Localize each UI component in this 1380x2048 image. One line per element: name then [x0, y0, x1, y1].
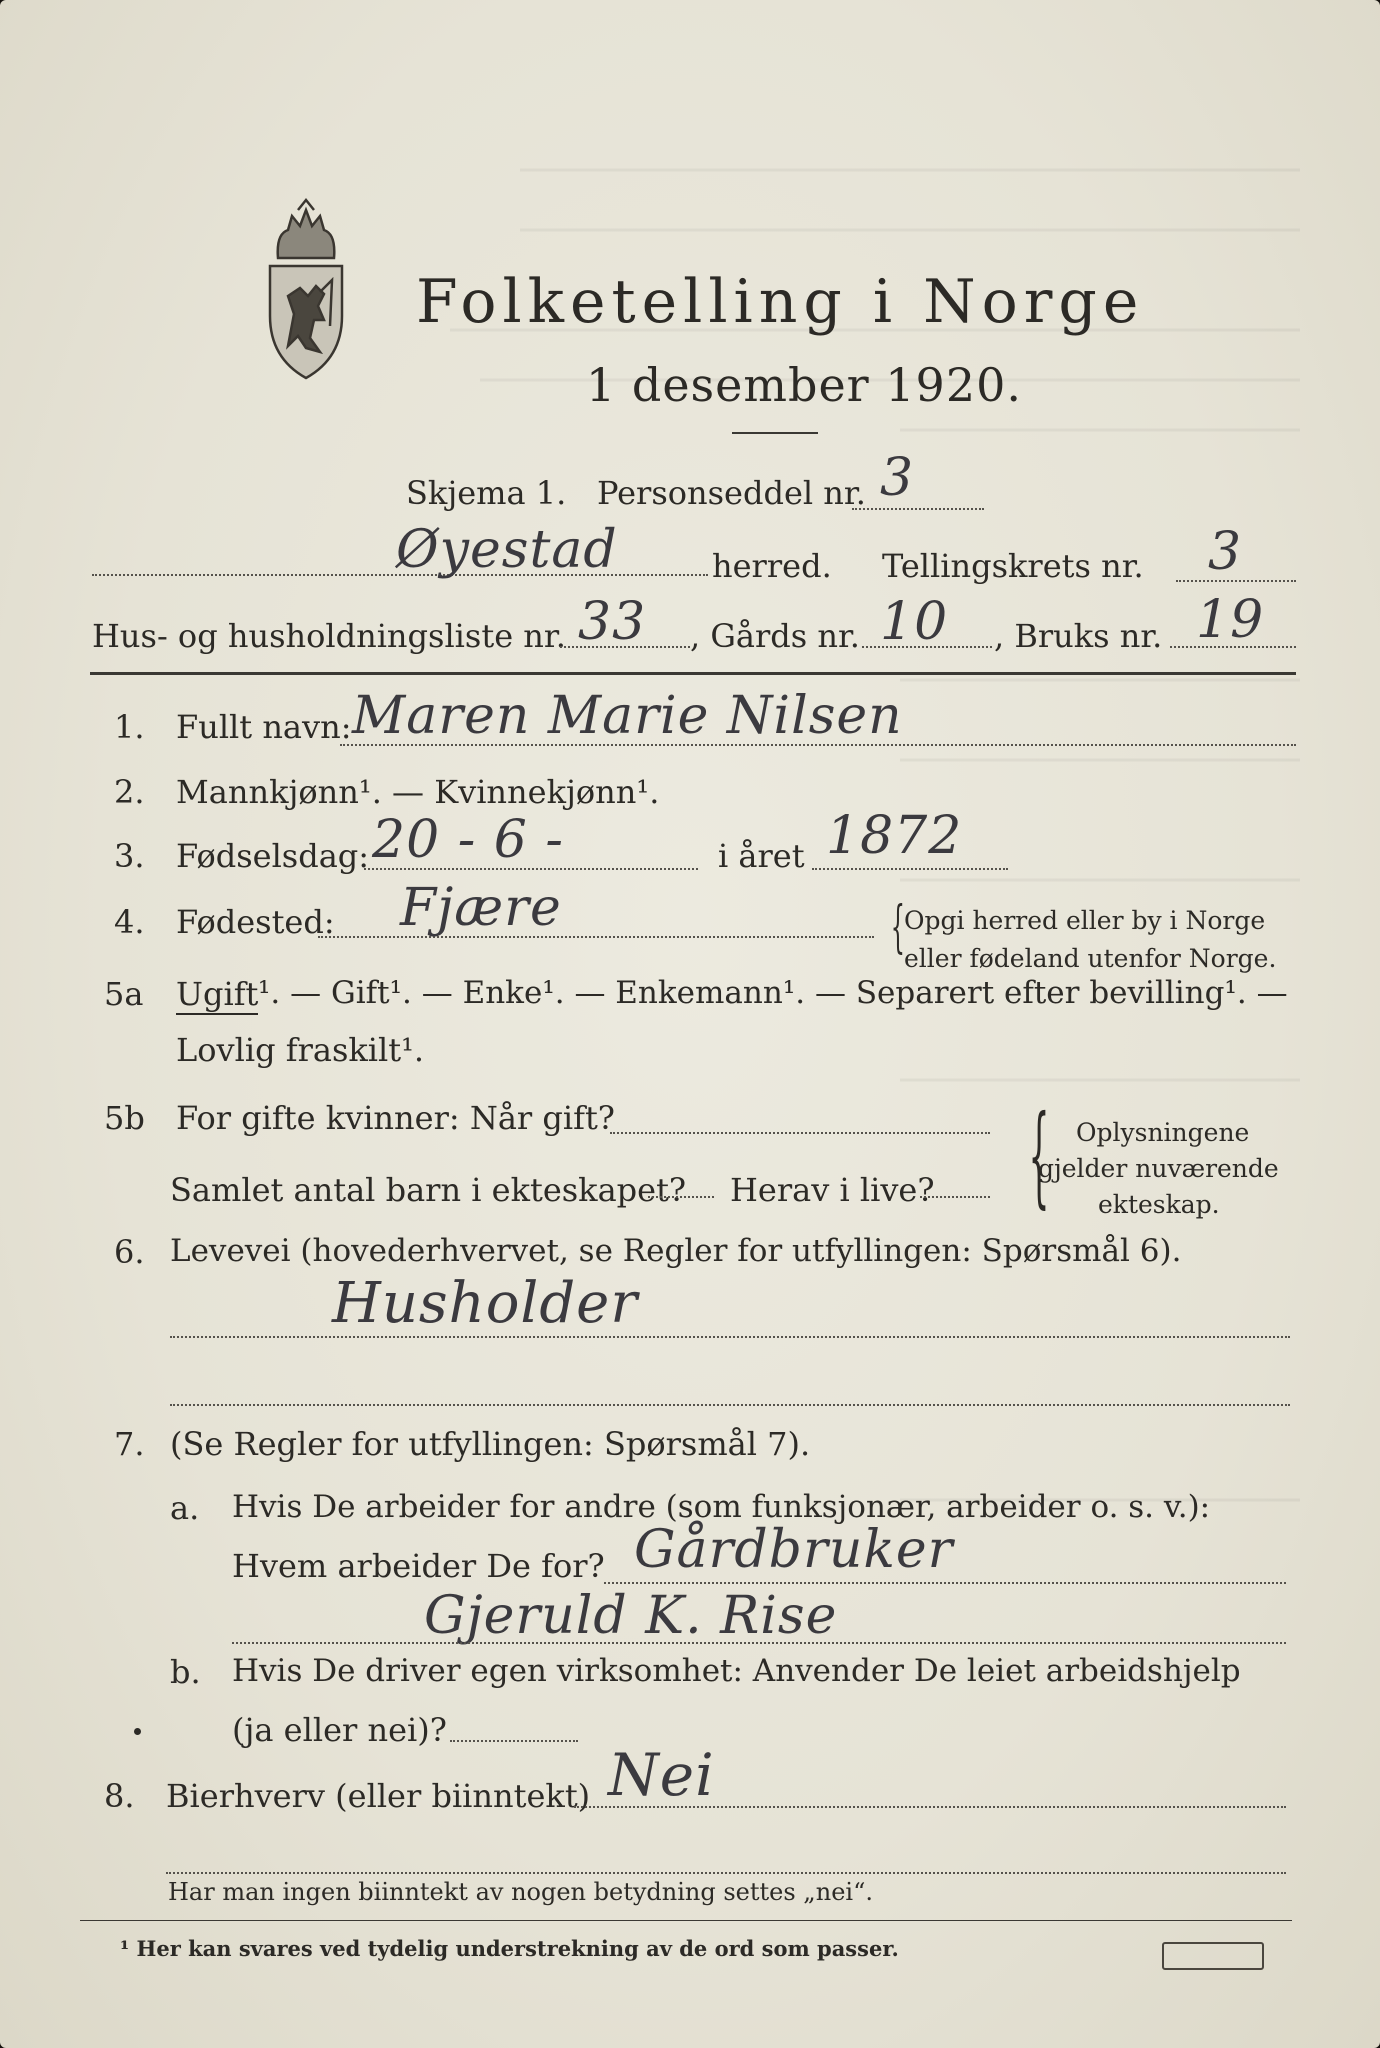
- q5b-line1: For gifte kvinner: Når gift?: [176, 1099, 615, 1137]
- q2-number: 2.: [114, 773, 145, 811]
- q5b-line2: Samlet antal barn i ekteskapet?: [170, 1171, 687, 1209]
- tellingskrets-value: 3: [1208, 522, 1243, 582]
- q7a-value-1: Gårdbruker: [634, 1520, 954, 1580]
- q7a-line-1: [604, 1582, 1286, 1584]
- q3-label: Fødselsdag:: [176, 837, 370, 875]
- hus-label: Hus- og husholdningsliste nr.: [92, 617, 566, 655]
- herred-label: herred.: [712, 547, 832, 585]
- q8-line-2: [166, 1872, 1286, 1874]
- personseddel-value: 3: [880, 448, 915, 508]
- q1-label: Fullt navn:: [176, 708, 352, 746]
- norway-coat-of-arms-icon: [258, 196, 354, 388]
- q3-year-value: 1872: [826, 806, 963, 866]
- q7b-line1: Hvis De driver egen virksomhet: Anvender De leiet arbeidshjelp: [232, 1653, 1241, 1689]
- hus-value: 33: [578, 592, 647, 652]
- herred-value: Øyestad: [396, 520, 618, 580]
- q7b-line: [450, 1740, 578, 1742]
- q5a-options: ¹. — Gift¹. — Enke¹. — Enkemann¹. — Separert efter bevilling¹. —: [258, 975, 1288, 1011]
- q5b-note-line1: Oplysningene: [1076, 1118, 1250, 1147]
- q7a-value-2: Gjeruld K. Rise: [424, 1586, 838, 1646]
- q1-value: Maren Marie Nilsen: [352, 686, 903, 746]
- q6-label: Levevei (hovederhvervet, se Regler for utfyllingen: Spørsmål 6).: [170, 1233, 1182, 1269]
- personseddel-label: Personseddel nr.: [597, 474, 866, 512]
- q4-label: Fødested:: [176, 903, 335, 941]
- q4-note-line1: Opgi herred eller by i Norge: [904, 906, 1266, 935]
- q8-number: 8.: [104, 1777, 135, 1815]
- tellingskrets-label: Tellingskrets nr.: [882, 547, 1144, 585]
- q5a-number: 5a: [104, 975, 144, 1013]
- form-title: Folketelling i Norge: [416, 267, 1145, 337]
- q8-label: Bierhverv (eller biinntekt): [166, 1777, 591, 1815]
- q8-value: Nei: [608, 1741, 715, 1809]
- q7a-line2: Hvem arbeider De for?: [232, 1547, 605, 1585]
- q3-year-label: i året: [718, 837, 805, 875]
- section-divider: [90, 672, 1296, 675]
- title-rule: [732, 432, 818, 434]
- q3-value: 20 - 6 -: [372, 810, 564, 870]
- q7a-line1: Hvis De arbeider for andre (som funksjonær, arbeider o. s. v.):: [232, 1489, 1211, 1525]
- margin-dot: [134, 1728, 141, 1735]
- footer-note: Har man ingen biinntekt av nogen betydning settes „nei“.: [168, 1878, 873, 1906]
- q5a-line2: Lovlig fraskilt¹.: [176, 1031, 425, 1069]
- gards-value: 10: [880, 592, 949, 652]
- gards-label: , Gårds nr.: [690, 617, 860, 655]
- footnote-rule: [80, 1920, 1292, 1921]
- q7b-line2: (ja eller nei)?: [232, 1711, 447, 1749]
- printer-stamp: [1162, 1942, 1264, 1970]
- q6-value: Husholder: [332, 1271, 639, 1336]
- q5b-number: 5b: [104, 1099, 145, 1137]
- q5b-alive-line: [920, 1196, 990, 1198]
- q1-number: 1.: [114, 708, 145, 746]
- q5b-note-brace: {: [1028, 1091, 1050, 1219]
- q3-number: 3.: [114, 837, 145, 875]
- q5b-when-line: [610, 1132, 990, 1134]
- q5b-note-line3: ekteskap.: [1098, 1190, 1220, 1219]
- q5b-children-line: [648, 1196, 714, 1198]
- q7a-line-2: [232, 1642, 1286, 1644]
- q2-label: Mannkjønn¹. — Kvinnekjønn¹.: [176, 773, 660, 811]
- q5a-underlined-option: Ugift: [176, 975, 259, 1013]
- q6-line1: [170, 1336, 1290, 1338]
- q6-number: 6.: [114, 1233, 145, 1271]
- q6-line2: [170, 1404, 1290, 1406]
- footnote: ¹ Her kan svares ved tydelig understrekning av de ord som passer.: [120, 1936, 899, 1961]
- skjema-label: Skjema 1.: [406, 474, 567, 512]
- q4-note-brace: {: [890, 895, 905, 960]
- personseddel-line: [852, 508, 984, 510]
- q7-label: (Se Regler for utfyllingen: Spørsmål 7).: [170, 1425, 811, 1463]
- q7b-number: b.: [170, 1653, 201, 1691]
- q4-value: Fjære: [400, 878, 562, 938]
- q7-number: 7.: [114, 1425, 145, 1463]
- q4-note-line2: eller fødeland utenfor Norge.: [904, 944, 1277, 973]
- census-date: 1 desember 1920.: [586, 358, 1022, 412]
- q5b-note-line2: gjelder nuværende: [1038, 1154, 1279, 1183]
- q3-year-line: [812, 868, 1008, 870]
- bruks-value: 19: [1196, 590, 1265, 650]
- bruks-label: , Bruks nr.: [994, 617, 1163, 655]
- q7a-number: a.: [170, 1489, 200, 1527]
- q5b-line2b: Herav i live?: [730, 1171, 935, 1209]
- q4-number: 4.: [114, 903, 145, 941]
